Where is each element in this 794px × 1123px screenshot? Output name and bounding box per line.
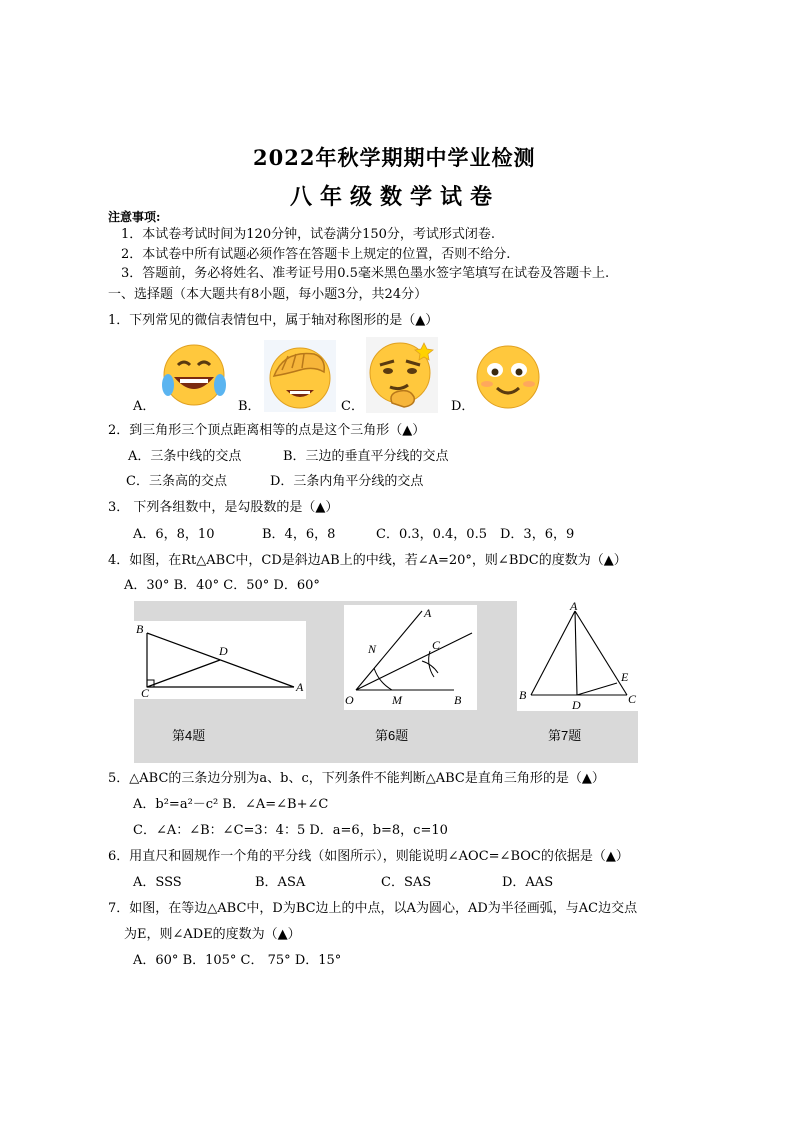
q1-option-b: B． [238,399,261,414]
fig6-label-o: O [345,693,354,707]
q6-option-c: C．SAS [381,875,432,890]
fig6-label-n: N [368,642,377,656]
q1-option-a: A． [133,399,156,414]
facepalm-emoji-icon [264,340,336,412]
q2-option-a: A．三条中线的交点 [128,449,242,464]
notice-item-3: 3．答题前，务必将姓名、准考证号用0.5毫米黑色墨水签字笔填写在试卷及答题卡上. [121,266,610,281]
figures-panel [134,601,638,763]
caption-fig4: 第4题 [172,728,206,743]
q4-options: A．30° B．40° C．50° D．60° [124,578,320,593]
smirk-emoji-icon [366,337,438,413]
question-3: 3． 下列各组数中，是勾股数的是（▲） [108,500,339,515]
figure-7 [517,601,638,711]
fig7-label-e: E [621,670,629,684]
laugh-cry-emoji-icon [158,341,230,411]
notice-item-1: 1．本试卷考试时间为120分钟，试卷满分150分，考试形式闭卷. [121,227,496,242]
question-2: 2．到三角形三个顶点距离相等的点是这个三角形（▲） [108,423,426,438]
q6-option-a: A．SSS [133,875,182,890]
smile-emoji-icon [473,342,543,412]
figure-6 [344,605,477,710]
q6-option-b: B．ASA [255,875,306,890]
fig7-label-a: A [570,601,578,613]
caption-fig7: 第7题 [548,728,582,743]
q1-option-d: D． [451,399,475,414]
question-4: 4．如图，在Rt△ABC中，CD是斜边AB上的中线，若∠A=20°，则∠BDC的度数为（▲） [108,553,627,568]
q3-option-d: D．3，6，9 [500,527,575,542]
q5-options-ab: A．b²=a²－c² B．∠A=∠B+∠C [133,797,329,812]
q2-option-c: C．三条高的交点 [126,474,227,489]
question-7: 7．如图，在等边△ABC中，D为BC边上的中点，以A为圆心，AD为半径画弧，与AC边交点 [108,901,638,916]
fig4-label-a: A [296,680,304,694]
question-6: 6．用直尺和圆规作一个角的平分线（如图所示），则能说明∠AOC=∠BOC的依据是（▲） [108,849,629,864]
question-5: 5．△ABC的三条边分别为a、b、c，下列条件不能判断△ABC是直角三角形的是（▲） [108,771,605,786]
fig6-label-b: B [454,693,462,707]
q3-option-a: A．6，8，10 [133,527,215,542]
section-heading: 一、选择题（本大题共有8小题，每小题3分，共24分） [108,287,428,302]
exam-subtitle: 八年级数学试卷 [290,184,501,210]
question-7-cont: 为E，则∠ADE的度数为（▲） [124,927,301,942]
fig4-label-b: B [136,622,144,636]
fig7-label-b: B [519,688,527,702]
fig6-label-a: A [424,606,432,620]
notice-heading: 注意事项: [108,210,161,224]
fig6-label-m: M [392,693,402,707]
figure-4 [134,621,306,699]
q3-option-c: C．0.3，0.4，0.5 [376,527,487,542]
caption-fig6: 第6题 [375,728,409,743]
q6-option-d: D．AAS [502,875,554,890]
q2-option-d: D．三条内角平分线的交点 [270,474,424,489]
exam-title: 2022年秋学期期中学业检测 [253,145,536,170]
fig6-label-c: C [432,638,441,652]
q2-option-b: B．三边的垂直平分线的交点 [283,449,449,464]
q7-options: A．60° B．105° C． 75° D．15° [133,953,342,968]
fig7-label-c: C [628,692,637,706]
fig4-label-c: C [141,686,150,699]
q5-options-cd: C．∠A：∠B：∠C=3：4：5 D．a=6，b=8，c=10 [133,823,448,838]
q3-option-b: B．4，6，8 [262,527,336,542]
fig4-label-d: D [219,644,228,658]
question-1: 1．下列常见的微信表情包中，属于轴对称图形的是（▲） [108,313,439,328]
notice-item-2: 2．本试卷中所有试题必须作答在答题卡上规定的位置，否则不给分. [121,247,511,262]
fig7-label-d: D [572,698,581,711]
q1-option-c: C． [341,399,364,414]
